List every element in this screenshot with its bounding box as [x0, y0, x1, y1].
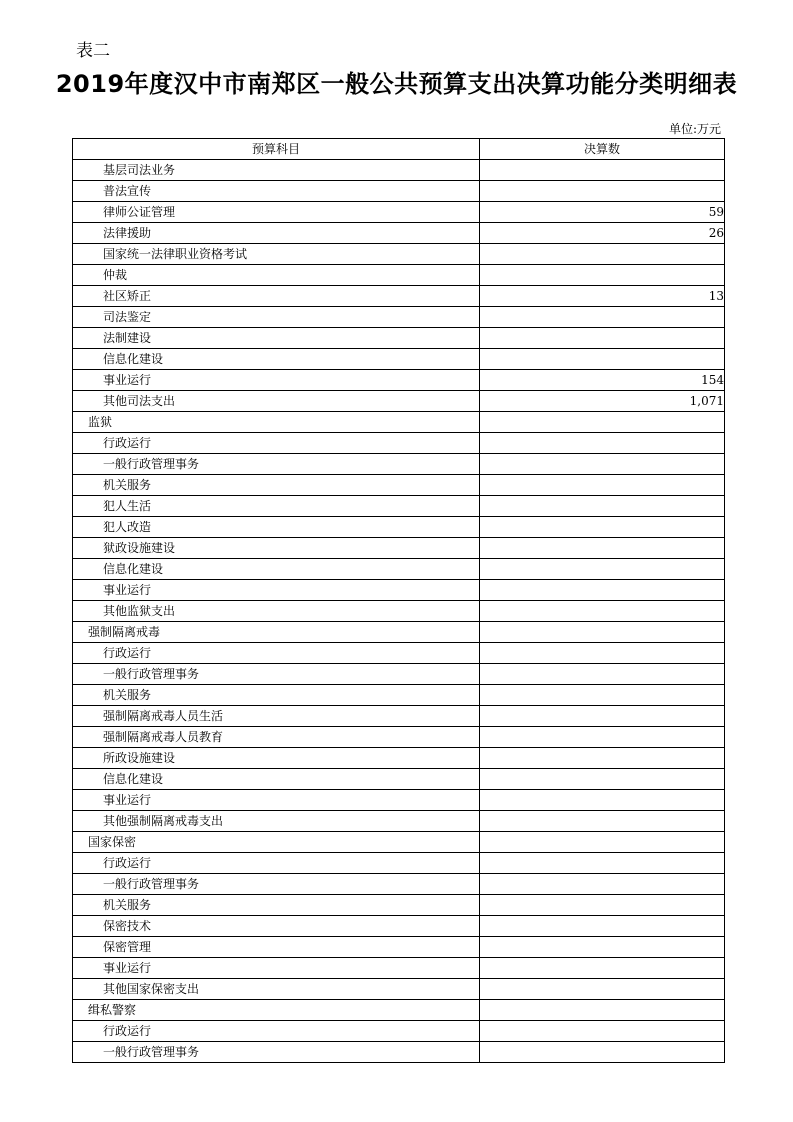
page-title: 2019年度汉中市南郑区一般公共预算支出决算功能分类明细表 [55, 70, 738, 98]
subject-cell: 其他强制隔离戒毒支出 [73, 811, 480, 832]
amount-cell [480, 937, 725, 958]
amount-cell: 13 [480, 286, 725, 307]
subject-cell: 事业运行 [73, 580, 480, 601]
table-row [73, 874, 725, 895]
expenditure-table [72, 138, 725, 1063]
table-header-row [73, 139, 725, 160]
amount-cell [480, 601, 725, 622]
amount-cell [480, 580, 725, 601]
table-row [73, 832, 725, 853]
subject-cell: 法制建设 [73, 328, 480, 349]
table-row [73, 265, 725, 286]
amount-cell [480, 895, 725, 916]
table-row [73, 748, 725, 769]
subject-cell: 行政运行 [73, 433, 480, 454]
subject-cell: 强制隔离戒毒人员教育 [73, 727, 480, 748]
subject-cell: 国家统一法律职业资格考试 [73, 244, 480, 265]
subject-cell: 保密管理 [73, 937, 480, 958]
table-row [73, 307, 725, 328]
table-row [73, 979, 725, 1000]
subject-cell: 信息化建设 [73, 559, 480, 580]
table-row [73, 496, 725, 517]
amount-cell [480, 832, 725, 853]
table-row [73, 916, 725, 937]
amount-cell [480, 475, 725, 496]
amount-cell [480, 1000, 725, 1021]
amount-cell [480, 559, 725, 580]
header-subject: 预算科目 [73, 139, 480, 160]
table-row [73, 790, 725, 811]
subject-cell: 机关服务 [73, 475, 480, 496]
amount-cell [480, 307, 725, 328]
amount-cell [480, 496, 725, 517]
unit-label: 单位:万元 [668, 122, 721, 136]
subject-cell: 犯人改造 [73, 517, 480, 538]
table-row [73, 727, 725, 748]
amount-cell [480, 181, 725, 202]
table-row [73, 853, 725, 874]
amount-cell [480, 958, 725, 979]
table-row [73, 433, 725, 454]
subject-cell: 法律援助 [73, 223, 480, 244]
amount-cell [480, 979, 725, 1000]
amount-cell [480, 265, 725, 286]
subject-cell: 事业运行 [73, 958, 480, 979]
subject-cell: 行政运行 [73, 1021, 480, 1042]
amount-cell [480, 244, 725, 265]
amount-cell [480, 748, 725, 769]
subject-cell: 司法鉴定 [73, 307, 480, 328]
table-row [73, 202, 725, 223]
subject-cell: 犯人生活 [73, 496, 480, 517]
table-row [73, 559, 725, 580]
subject-cell: 监狱 [73, 412, 480, 433]
table-row [73, 475, 725, 496]
amount-cell [480, 538, 725, 559]
amount-cell [480, 328, 725, 349]
subject-cell: 国家保密 [73, 832, 480, 853]
table-row [73, 1021, 725, 1042]
subject-cell: 事业运行 [73, 790, 480, 811]
amount-cell [480, 349, 725, 370]
subject-cell: 保密技术 [73, 916, 480, 937]
table-row [73, 643, 725, 664]
table-row [73, 328, 725, 349]
table-body [73, 160, 725, 1063]
subject-cell: 狱政设施建设 [73, 538, 480, 559]
table-row [73, 1042, 725, 1063]
amount-cell [480, 433, 725, 454]
subject-cell: 信息化建设 [73, 769, 480, 790]
amount-cell [480, 160, 725, 181]
table-row [73, 601, 725, 622]
amount-cell: 154 [480, 370, 725, 391]
table-row [73, 895, 725, 916]
amount-cell [480, 790, 725, 811]
table-row [73, 160, 725, 181]
subject-cell: 其他司法支出 [73, 391, 480, 412]
subject-cell: 行政运行 [73, 853, 480, 874]
subject-cell: 机关服务 [73, 685, 480, 706]
table-row [73, 517, 725, 538]
table-row [73, 1000, 725, 1021]
table-row [73, 286, 725, 307]
table-row [73, 769, 725, 790]
amount-cell [480, 1042, 725, 1063]
subject-cell: 一般行政管理事务 [73, 874, 480, 895]
table-row [73, 580, 725, 601]
amount-cell [480, 643, 725, 664]
table-row [73, 244, 725, 265]
subject-cell: 其他国家保密支出 [73, 979, 480, 1000]
subject-cell: 其他监狱支出 [73, 601, 480, 622]
amount-cell [480, 664, 725, 685]
amount-cell [480, 685, 725, 706]
table-row [73, 181, 725, 202]
subject-cell: 信息化建设 [73, 349, 480, 370]
subject-cell: 所政设施建设 [73, 748, 480, 769]
subject-cell: 一般行政管理事务 [73, 664, 480, 685]
amount-cell [480, 517, 725, 538]
amount-cell [480, 622, 725, 643]
subject-cell: 社区矫正 [73, 286, 480, 307]
header-amount: 决算数 [480, 139, 725, 160]
subject-cell: 强制隔离戒毒人员生活 [73, 706, 480, 727]
subject-cell: 基层司法业务 [73, 160, 480, 181]
amount-cell [480, 916, 725, 937]
subject-cell: 律师公证管理 [73, 202, 480, 223]
amount-cell [480, 1021, 725, 1042]
amount-cell: 59 [480, 202, 725, 223]
table-row [73, 454, 725, 475]
table-row [73, 958, 725, 979]
table-row [73, 937, 725, 958]
table-label: 表二 [76, 41, 110, 61]
table-row [73, 706, 725, 727]
amount-cell [480, 412, 725, 433]
table-row [73, 811, 725, 832]
amount-cell [480, 706, 725, 727]
amount-cell: 26 [480, 223, 725, 244]
amount-cell [480, 454, 725, 475]
amount-cell: 1,071 [480, 391, 725, 412]
table-row [73, 664, 725, 685]
table-row [73, 622, 725, 643]
subject-cell: 事业运行 [73, 370, 480, 391]
amount-cell [480, 727, 725, 748]
amount-cell [480, 811, 725, 832]
table-row [73, 412, 725, 433]
table-row [73, 685, 725, 706]
amount-cell [480, 874, 725, 895]
subject-cell: 一般行政管理事务 [73, 1042, 480, 1063]
subject-cell: 缉私警察 [73, 1000, 480, 1021]
subject-cell: 行政运行 [73, 643, 480, 664]
subject-cell: 一般行政管理事务 [73, 454, 480, 475]
table-row [73, 538, 725, 559]
table-row [73, 223, 725, 244]
table-row [73, 391, 725, 412]
subject-cell: 强制隔离戒毒 [73, 622, 480, 643]
subject-cell: 仲裁 [73, 265, 480, 286]
table-row [73, 349, 725, 370]
amount-cell [480, 853, 725, 874]
subject-cell: 普法宣传 [73, 181, 480, 202]
amount-cell [480, 769, 725, 790]
subject-cell: 机关服务 [73, 895, 480, 916]
table-row [73, 370, 725, 391]
